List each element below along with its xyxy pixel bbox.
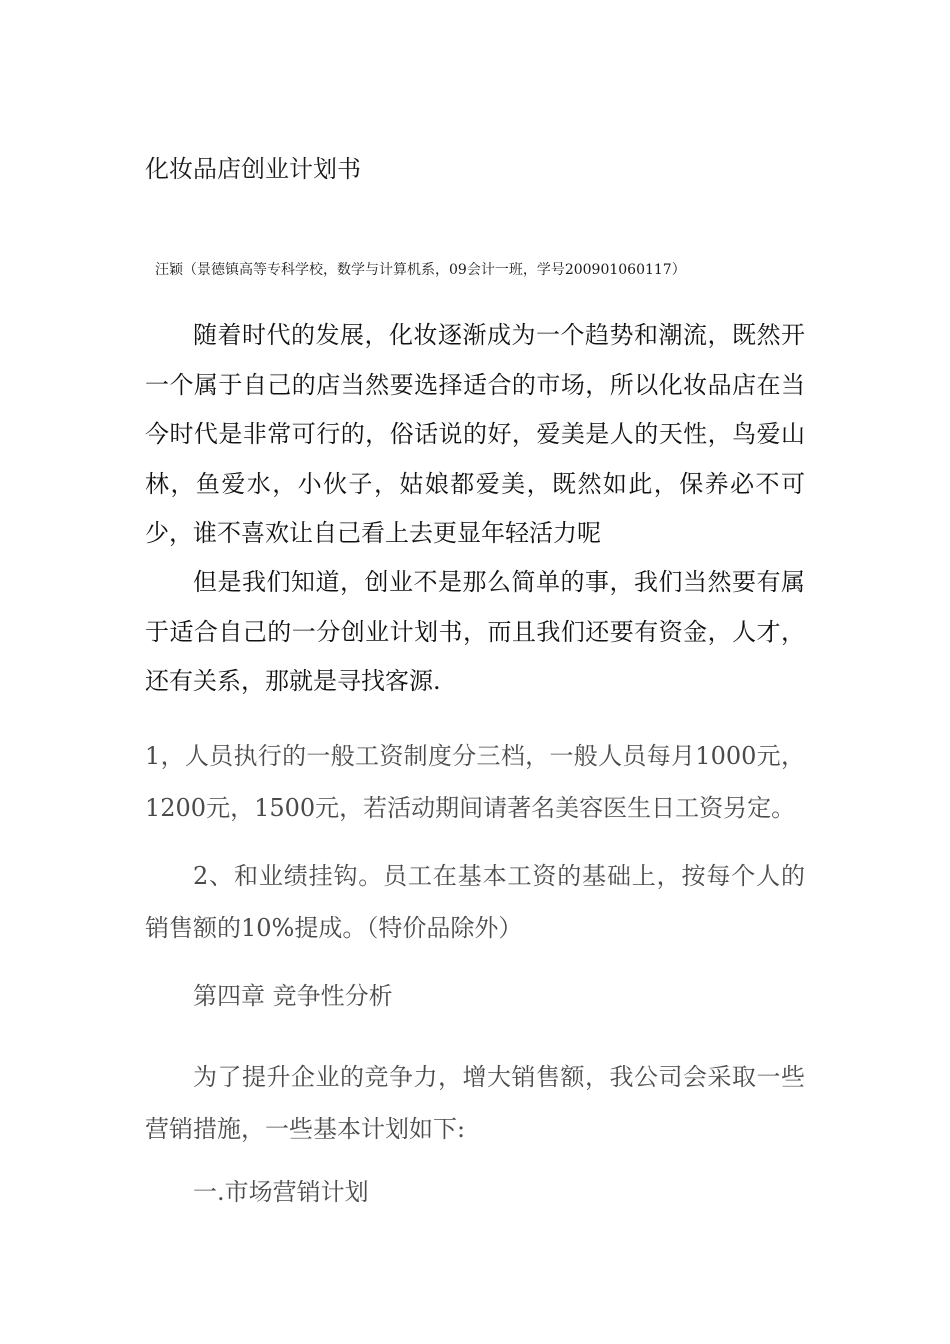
- paragraph-intro: 随着时代的发展，化妆逐渐成为一个趋势和潮流，既然开一个属于自己的店当然要选择适合的市场，所以化妆品店在当今时代是非常可行的，俗话说的好，爱美是人的天性，鸟爱山林，鱼爱水，小伙子，姑娘都爱美，既然如此，保养必不可少，谁不喜欢让自己看上去更显年轻活力呢: [145, 321, 805, 547]
- paragraph-startup: 但是我们知道，创业不是那么简单的事，我们当然要有属于适合自己的一分创业计划书，而且我们还要有资金，人才，还有关系，那就是寻找客源.: [145, 568, 805, 695]
- paragraph-salary: 1，人员执行的一般工资制度分三档，一般人员每月1000元，1200元，1500元，若活动期间请著名美容医生日工资另定。: [145, 742, 805, 822]
- section-heading: 一.市场营销计划: [193, 1178, 369, 1206]
- document-title: 化妆品店创业计划书: [145, 155, 361, 183]
- chapter-heading: 第四章 竞争性分析: [193, 982, 393, 1010]
- paragraph-marketing-intro: 为了提升企业的竞争力，增大销售额，我公司会采取一些营销措施，一些基本计划如下:: [145, 1063, 805, 1143]
- author-line: 汪颖（景德镇高等专科学校，数学与计算机系，09会计一班，学号200901060117）: [155, 262, 686, 278]
- paragraph-commission: 2、和业绩挂钩。员工在基本工资的基础上，按每个人的销售额的10%提成。（特价品除外）: [145, 862, 805, 942]
